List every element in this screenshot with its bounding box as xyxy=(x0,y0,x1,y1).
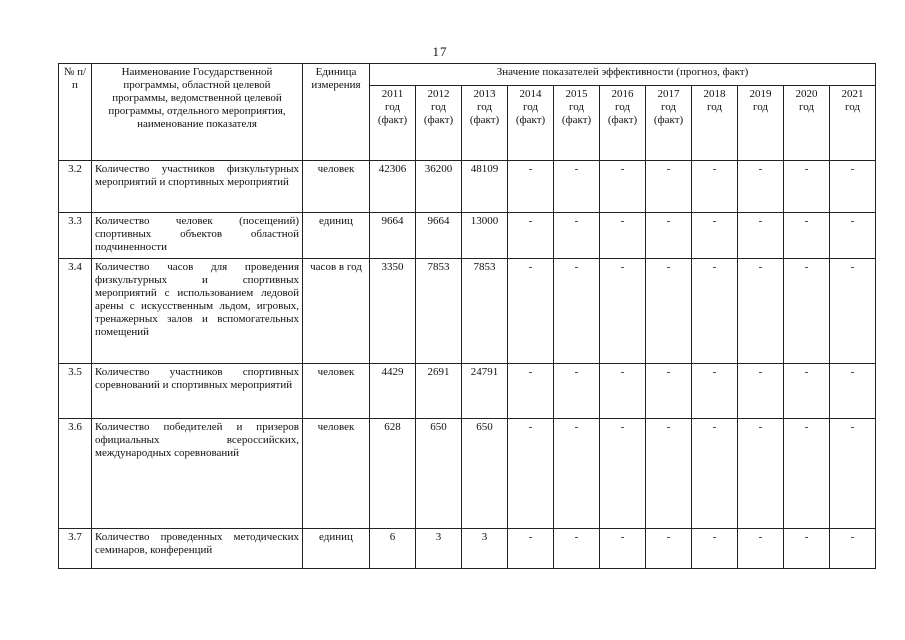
indicator-value: 3 xyxy=(462,529,508,569)
indicator-name: Количество проведенных методических семинаров, конференций xyxy=(92,529,303,569)
indicator-value: - xyxy=(738,364,784,419)
indicator-value: 48109 xyxy=(462,161,508,213)
indicator-value: - xyxy=(692,213,738,259)
table-row xyxy=(59,529,876,569)
indicator-value: - xyxy=(784,419,830,529)
indicator-value: - xyxy=(508,529,554,569)
indicator-value: 650 xyxy=(416,419,462,529)
indicator-value: - xyxy=(784,259,830,364)
indicator-value: 650 xyxy=(462,419,508,529)
header-year: 2016 год (факт) xyxy=(600,86,646,161)
indicators-table xyxy=(58,63,876,569)
indicator-value: - xyxy=(600,259,646,364)
indicator-value: - xyxy=(830,364,876,419)
unit-of-measure: часов в год xyxy=(303,259,370,364)
header-row-1 xyxy=(59,64,876,86)
indicator-value: - xyxy=(508,364,554,419)
indicator-value: 4429 xyxy=(370,364,416,419)
table-row xyxy=(59,419,876,529)
indicator-name: Количество участников спортивных соревнований и спортивных мероприятий xyxy=(92,364,303,419)
indicator-value: 628 xyxy=(370,419,416,529)
indicator-name: Количество часов для проведения физкультурных и спортивных мероприятий с использованием ледовой арены с искусственным льдом, игровых, тренажерных залов и вспомогательных помещений xyxy=(92,259,303,364)
indicator-value: - xyxy=(784,364,830,419)
unit-of-measure: единиц xyxy=(303,213,370,259)
indicator-value: - xyxy=(508,213,554,259)
indicator-value: 2691 xyxy=(416,364,462,419)
indicator-value: - xyxy=(554,161,600,213)
row-number: 3.3 xyxy=(59,213,92,259)
header-values: Значение показателей эффективности (прогноз, факт) xyxy=(370,64,876,86)
indicator-value: 7853 xyxy=(416,259,462,364)
indicator-value: - xyxy=(554,259,600,364)
indicator-value: 13000 xyxy=(462,213,508,259)
header-unit: Единица измерения xyxy=(303,64,370,161)
header-name: Наименование Государственной программы, областной целевой программы, ведомственной целевой программы, отдельного мероприятия, наименование показателя xyxy=(92,64,303,161)
indicator-value: - xyxy=(830,529,876,569)
indicator-value: 6 xyxy=(370,529,416,569)
indicator-value: - xyxy=(692,529,738,569)
header-year: 2013 год (факт) xyxy=(462,86,508,161)
indicator-value: - xyxy=(784,213,830,259)
indicator-value: - xyxy=(508,419,554,529)
indicator-value: 3 xyxy=(416,529,462,569)
indicator-value: 3350 xyxy=(370,259,416,364)
header-year: 2015 год (факт) xyxy=(554,86,600,161)
unit-of-measure: человек xyxy=(303,161,370,213)
indicator-value: - xyxy=(600,419,646,529)
indicator-value: - xyxy=(738,259,784,364)
indicator-value: 42306 xyxy=(370,161,416,213)
header-year: 2014 год (факт) xyxy=(508,86,554,161)
row-number: 3.4 xyxy=(59,259,92,364)
indicator-value: - xyxy=(554,529,600,569)
indicator-value: - xyxy=(554,419,600,529)
indicator-value: 36200 xyxy=(416,161,462,213)
indicator-value: - xyxy=(692,364,738,419)
indicator-value: - xyxy=(738,213,784,259)
indicator-name: Количество победителей и призеров официальных всероссийских, международных соревнований xyxy=(92,419,303,529)
unit-of-measure: единиц xyxy=(303,529,370,569)
table-row xyxy=(59,259,876,364)
indicator-value: - xyxy=(784,529,830,569)
table-row xyxy=(59,161,876,213)
header-year: 2019 год xyxy=(738,86,784,161)
row-number: 3.6 xyxy=(59,419,92,529)
indicator-value: - xyxy=(508,161,554,213)
indicator-value: 9664 xyxy=(370,213,416,259)
indicator-value: 9664 xyxy=(416,213,462,259)
indicator-value: - xyxy=(830,259,876,364)
indicator-value: - xyxy=(646,419,692,529)
indicator-value: - xyxy=(600,161,646,213)
indicator-value: 24791 xyxy=(462,364,508,419)
indicator-value: - xyxy=(738,419,784,529)
indicator-value: - xyxy=(554,213,600,259)
table-body xyxy=(59,161,876,569)
row-number: 3.5 xyxy=(59,364,92,419)
header-year: 2020 год xyxy=(784,86,830,161)
row-number: 3.2 xyxy=(59,161,92,213)
indicator-value: - xyxy=(738,161,784,213)
header-year: 2018 год xyxy=(692,86,738,161)
indicator-value: - xyxy=(692,419,738,529)
indicator-value: - xyxy=(830,419,876,529)
indicator-value: - xyxy=(646,529,692,569)
indicator-value: - xyxy=(738,529,784,569)
row-number: 3.7 xyxy=(59,529,92,569)
indicator-value: - xyxy=(554,364,600,419)
header-year: 2017 год (факт) xyxy=(646,86,692,161)
header-year: 2011 год (факт) xyxy=(370,86,416,161)
indicator-name: Количество человек (посещений) спортивных объектов областной подчиненности xyxy=(92,213,303,259)
indicator-value: - xyxy=(600,213,646,259)
unit-of-measure: человек xyxy=(303,364,370,419)
indicator-value: - xyxy=(646,161,692,213)
table-row xyxy=(59,213,876,259)
table-row xyxy=(59,364,876,419)
indicator-value: - xyxy=(600,364,646,419)
indicator-value: - xyxy=(830,161,876,213)
indicator-name: Количество участников физкультурных мероприятий и спортивных мероприятий xyxy=(92,161,303,213)
header-year: 2012 год (факт) xyxy=(416,86,462,161)
indicator-value: - xyxy=(692,259,738,364)
indicator-value: - xyxy=(646,259,692,364)
header-year: 2021 год xyxy=(830,86,876,161)
indicator-value: - xyxy=(600,529,646,569)
indicator-value: - xyxy=(692,161,738,213)
indicator-value: - xyxy=(508,259,554,364)
indicator-value: 7853 xyxy=(462,259,508,364)
indicator-value: - xyxy=(646,364,692,419)
unit-of-measure: человек xyxy=(303,419,370,529)
indicator-value: - xyxy=(830,213,876,259)
indicator-value: - xyxy=(646,213,692,259)
page-number: 17 xyxy=(432,44,448,59)
header-num: № п/п xyxy=(59,64,92,161)
indicator-value: - xyxy=(784,161,830,213)
